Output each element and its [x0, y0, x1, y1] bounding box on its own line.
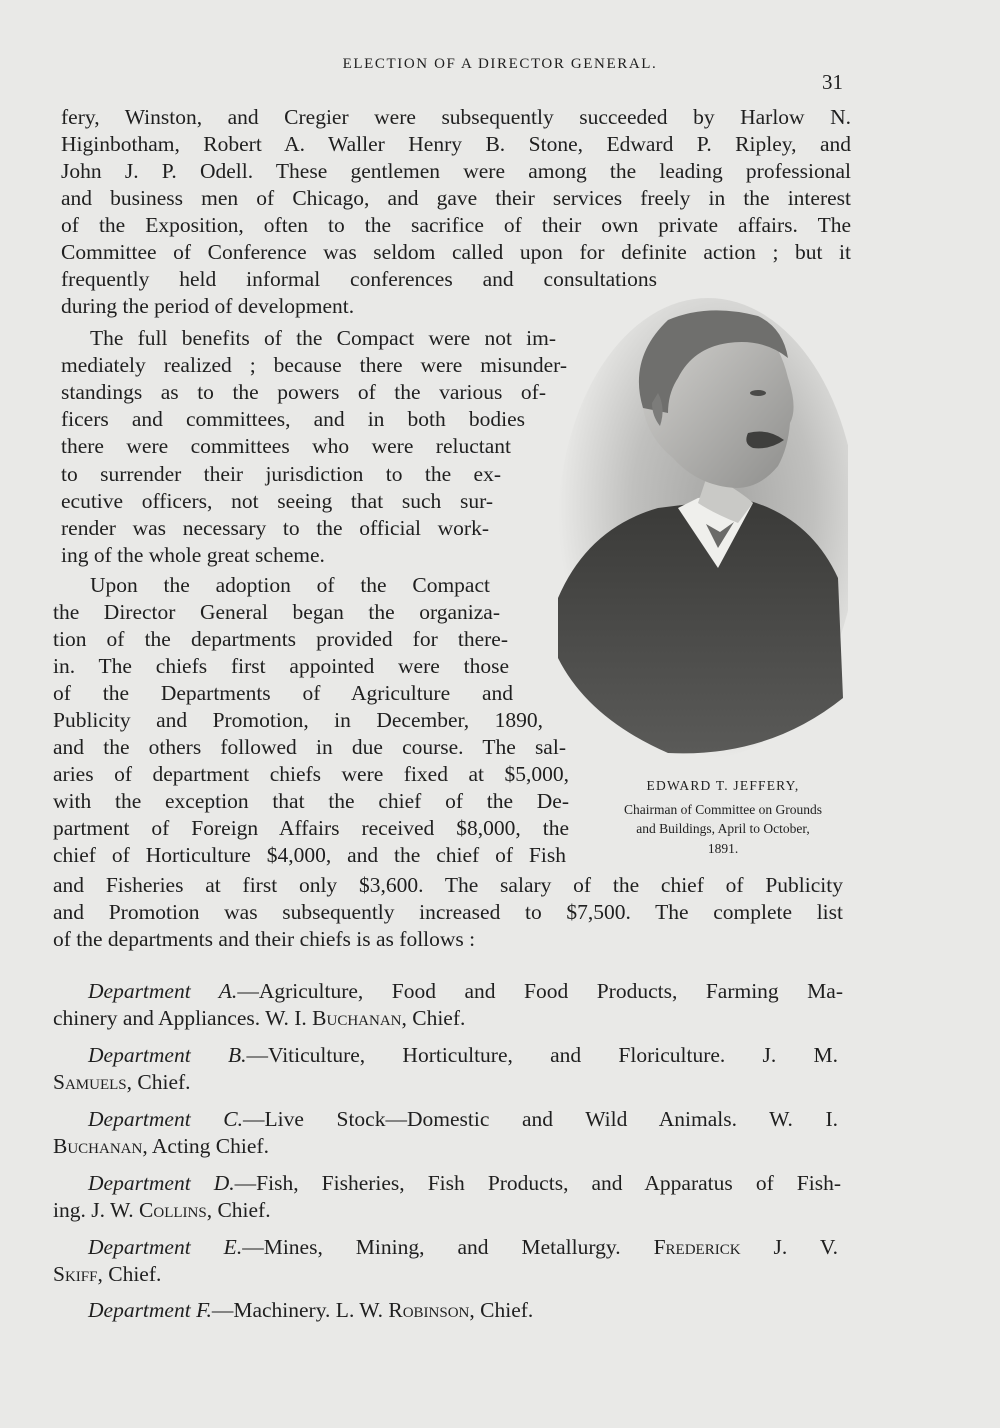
body-line: fery, Winston, and Cregier were subsequently succeeded by Harlow N.	[61, 105, 851, 129]
body-line: during the period of development.	[61, 294, 355, 318]
body-line: Higinbotham, Robert A. Waller Henry B. Stone, Edward P. Ripley, and	[61, 132, 851, 156]
department-label: Department B.	[88, 1043, 247, 1067]
body-line: and business men of Chicago, and gave their services freely in the interest	[61, 186, 851, 210]
body-line: John J. P. Odell. These gentlemen were among the leading professional	[61, 159, 851, 183]
body-line: mediately realized ; because there were misunder-	[61, 353, 567, 377]
body-line: Committee of Conference was seldom called upon for definite action ; but it	[61, 240, 851, 264]
body-line: in. The chiefs first appointed were those	[53, 654, 509, 678]
department-label: Department E.	[88, 1235, 243, 1259]
department-label: Department D.	[88, 1171, 235, 1195]
body-line: partment of Foreign Affairs received $8,000, the	[53, 816, 569, 840]
body-line: ficers and committees, and in both bodies	[61, 407, 525, 431]
portrait-engraving	[548, 298, 848, 768]
body-line: ecutive officers, not seeing that such sur-	[61, 489, 493, 513]
body-line: Upon the adoption of the Compact	[90, 573, 490, 597]
department-label: Department C.	[88, 1107, 244, 1131]
department-line: chinery and Appliances. W. I. Buchanan, Chief.	[53, 1006, 466, 1030]
department-line: Department F.—Machinery. L. W. Robinson, Chief.	[88, 1298, 534, 1322]
body-line: and the others followed in due course. The sal-	[53, 735, 566, 759]
department-line: Department E.—Mines, Mining, and Metallurgy. Frederick J. V.	[88, 1235, 839, 1259]
body-line: tion of the departments provided for there-	[53, 627, 508, 651]
body-line: of the Departments of Agriculture and	[53, 681, 513, 705]
department-line: Skiff, Chief.	[53, 1262, 162, 1286]
department-line: Department A.—Agriculture, Food and Food Products, Farming Ma-	[88, 979, 843, 1003]
department-label: Department F.	[88, 1298, 212, 1322]
body-line: and Promotion was subsequently increased to $7,500. The complete list	[53, 900, 843, 924]
body-line: and Fisheries at first only $3,600. The salary of the chief of Publicity	[53, 873, 843, 897]
body-line: The full benefits of the Compact were not im-	[90, 326, 556, 350]
page-number: 31	[822, 70, 843, 94]
body-line: aries of department chiefs were fixed at $5,000,	[53, 762, 569, 786]
department-line: Buchanan, Acting Chief.	[53, 1134, 269, 1158]
body-line: standings as to the powers of the various of-	[61, 380, 546, 404]
body-line: to surrender their jurisdiction to the ex-	[61, 462, 501, 486]
body-line: the Director General began the organiza-	[53, 600, 500, 624]
department-line: ing. J. W. Collins, Chief.	[53, 1198, 271, 1222]
body-line: of the Exposition, often to the sacrifice of their own private affairs. The	[61, 213, 851, 237]
portrait-caption-name: EDWARD T. JEFFERY,	[646, 778, 800, 793]
body-line: of the departments and their chiefs is as follows :	[53, 927, 476, 951]
portrait-caption-line: and Buildings, April to October,	[636, 821, 810, 836]
running-head: ELECTION OF A DIRECTOR GENERAL.	[342, 56, 658, 72]
department-line: Department D.—Fish, Fisheries, Fish Products, and Apparatus of Fish-	[88, 1171, 841, 1195]
department-label: Department A.	[88, 979, 238, 1003]
body-line: ing of the whole great scheme.	[61, 543, 325, 567]
department-line: Department C.—Live Stock—Domestic and Wild Animals. W. I.	[88, 1107, 838, 1131]
body-line: there were committees who were reluctant	[61, 434, 511, 458]
body-line: Publicity and Promotion, in December, 1890,	[53, 708, 543, 732]
body-line: with the exception that the chief of the De-	[53, 789, 569, 813]
department-line: Department B.—Viticulture, Horticulture, and Floriculture. J. M.	[88, 1043, 838, 1067]
body-line: chief of Horticulture $4,000, and the chief of Fish	[53, 843, 566, 867]
department-line: Samuels, Chief.	[53, 1070, 191, 1094]
portrait-caption-line: Chairman of Committee on Grounds	[624, 802, 822, 817]
body-line: frequently held informal conferences and consultations	[61, 267, 657, 291]
portrait-caption-line: 1891.	[707, 841, 739, 856]
body-line: render was necessary to the official work-	[61, 516, 489, 540]
